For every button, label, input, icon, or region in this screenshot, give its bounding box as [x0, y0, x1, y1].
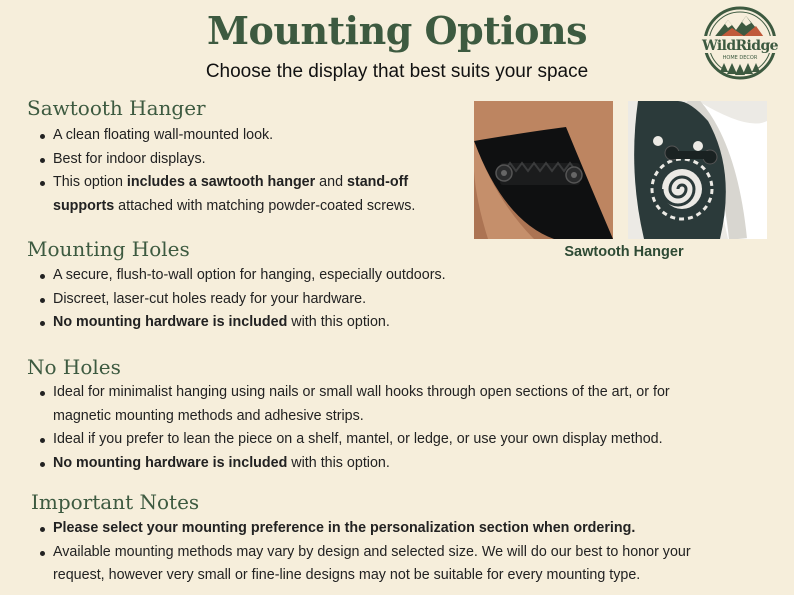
section-title-sawtooth: Sawtooth Hanger — [27, 96, 206, 120]
list-item: Discreet, laser-cut holes ready for your hardware. — [28, 288, 548, 312]
page-title: Mounting Options — [206, 8, 588, 53]
list-item: Ideal if you prefer to lean the piece on a shelf, mantel, or ledge, or use your own display method. — [28, 428, 778, 452]
list-item: No mounting hardware is included with this option. — [28, 311, 548, 335]
logo-brand: WildRidge — [702, 38, 778, 54]
photo-caption: Sawtooth Hanger — [564, 244, 684, 260]
mounting-holes-list — [28, 264, 548, 335]
sawtooth-list — [28, 124, 468, 218]
list-item: This option includes a sawtooth hanger and stand-off supports attached with matching powder-coated screws. — [28, 171, 468, 218]
list-item: Please select your mounting preference in the personalization section when ordering. — [28, 517, 778, 541]
section-title-mounting-holes: Mounting Holes — [27, 237, 190, 261]
list-item: Best for indoor displays. — [28, 148, 468, 172]
list-item: Ideal for minimalist hanging using nails or small wall hooks through open sections of the art, or for magnetic mounting methods and adhesive strips. — [28, 381, 778, 428]
wildridge-logo — [698, 6, 782, 80]
list-item: No mounting hardware is included with this option. — [28, 452, 778, 476]
sawtooth-hanger-photo — [474, 101, 613, 239]
no-holes-list — [28, 381, 778, 475]
section-title-no-holes: No Holes — [27, 355, 121, 379]
list-item: A clean floating wall-mounted look. — [28, 124, 468, 148]
list-item: Available mounting methods may vary by design and selected size. We will do our best to honor your request, however very small or fine-line designs may not be suitable for every mounting type. — [28, 541, 778, 588]
decorative-art-photo — [628, 101, 767, 239]
logo-tagline: HOME DECOR — [722, 55, 758, 61]
list-item: A secure, flush-to-wall option for hanging, especially outdoors. — [28, 264, 548, 288]
page-subtitle: Choose the display that best suits your space — [205, 61, 589, 82]
important-notes-list — [28, 517, 778, 588]
section-title-important-notes: Important Notes — [31, 490, 200, 514]
